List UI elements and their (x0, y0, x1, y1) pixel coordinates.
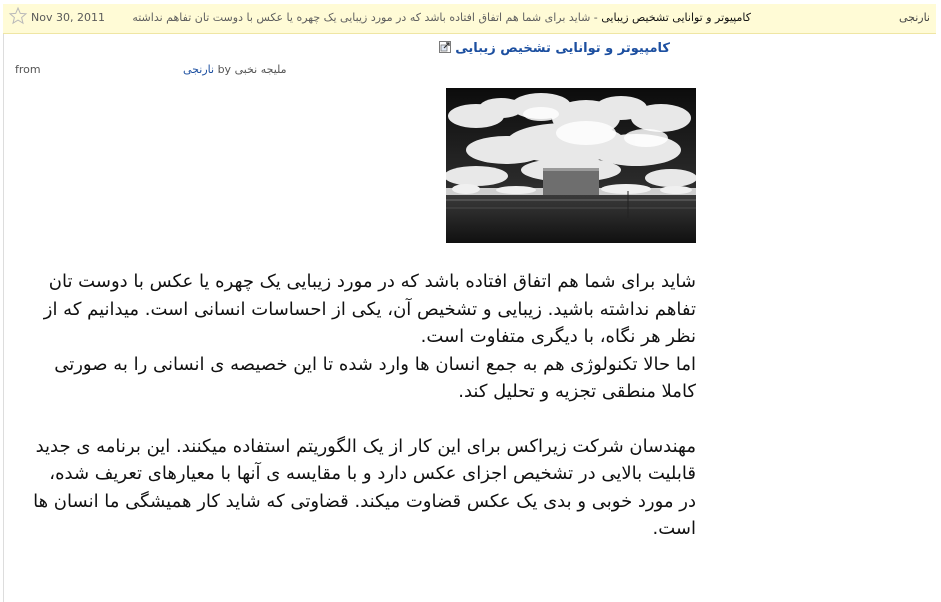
post-author[interactable]: نارنجی (183, 63, 215, 76)
post-paragraph: مهندسان شرکت زیراکس برای این کار از یک الگوریتم استفاده میکنند. این برنامه ی جدید قابلیت بالایی در تشخیص اجزای عکس دارد و با مقایسه ی آنها با معیارهای تعریف شده، در مورد خوبی و بدی یک عکس قضاوت میکند. قضاوتی که شاید کار همیشگی ما انسان ها است. (33, 435, 696, 539)
item-subject: کامپیوتر و توانایی تشخیص زیبایی (601, 11, 751, 24)
paragraph-gap (30, 406, 696, 433)
post-title-link[interactable]: کامپیوتر و توانایی تشخیص زیبایی (455, 41, 670, 56)
item-snippet[interactable] (121, 11, 751, 24)
post-from-label: from (15, 63, 41, 76)
post-by-label: by (217, 63, 232, 76)
post-via: ملیجه نخبی (234, 63, 287, 76)
snippet-separator: - (590, 11, 602, 24)
post-image (446, 88, 696, 243)
feed-item-header[interactable] (3, 4, 936, 34)
post-byline (183, 63, 287, 76)
external-link-icon[interactable] (439, 41, 451, 53)
item-date: Nov 30, 2011 (31, 11, 105, 24)
post-body (30, 268, 696, 543)
item-source[interactable]: نارنجی (898, 11, 930, 24)
item-snippet-text: شاید برای شما هم اتفاق افتاده باشد که در مورد زیبایی یک چهره یا عکس با دوست تان تفاهم نداشته (132, 11, 591, 24)
post-title[interactable] (440, 41, 670, 61)
star-icon[interactable] (8, 6, 28, 26)
content-left-border (3, 34, 4, 602)
post-paragraph: اما حالا تکنولوژی هم به جمع انسان ها وارد شده تا این خصیصه ی انسانی را به صورتی کاملا منطقی تجزیه و تحلیل کند. (54, 353, 696, 402)
post-paragraph: شاید برای شما هم اتفاق افتاده باشد که در مورد زیبایی یک چهره یا عکس با دوست تان تفاهم نداشته باشید. زیبایی و تشخیص آن، یکی از احساسات انسانی است. میدانیم که از نظر هر نگاه، با دیگری متفاوت است. (43, 271, 696, 347)
